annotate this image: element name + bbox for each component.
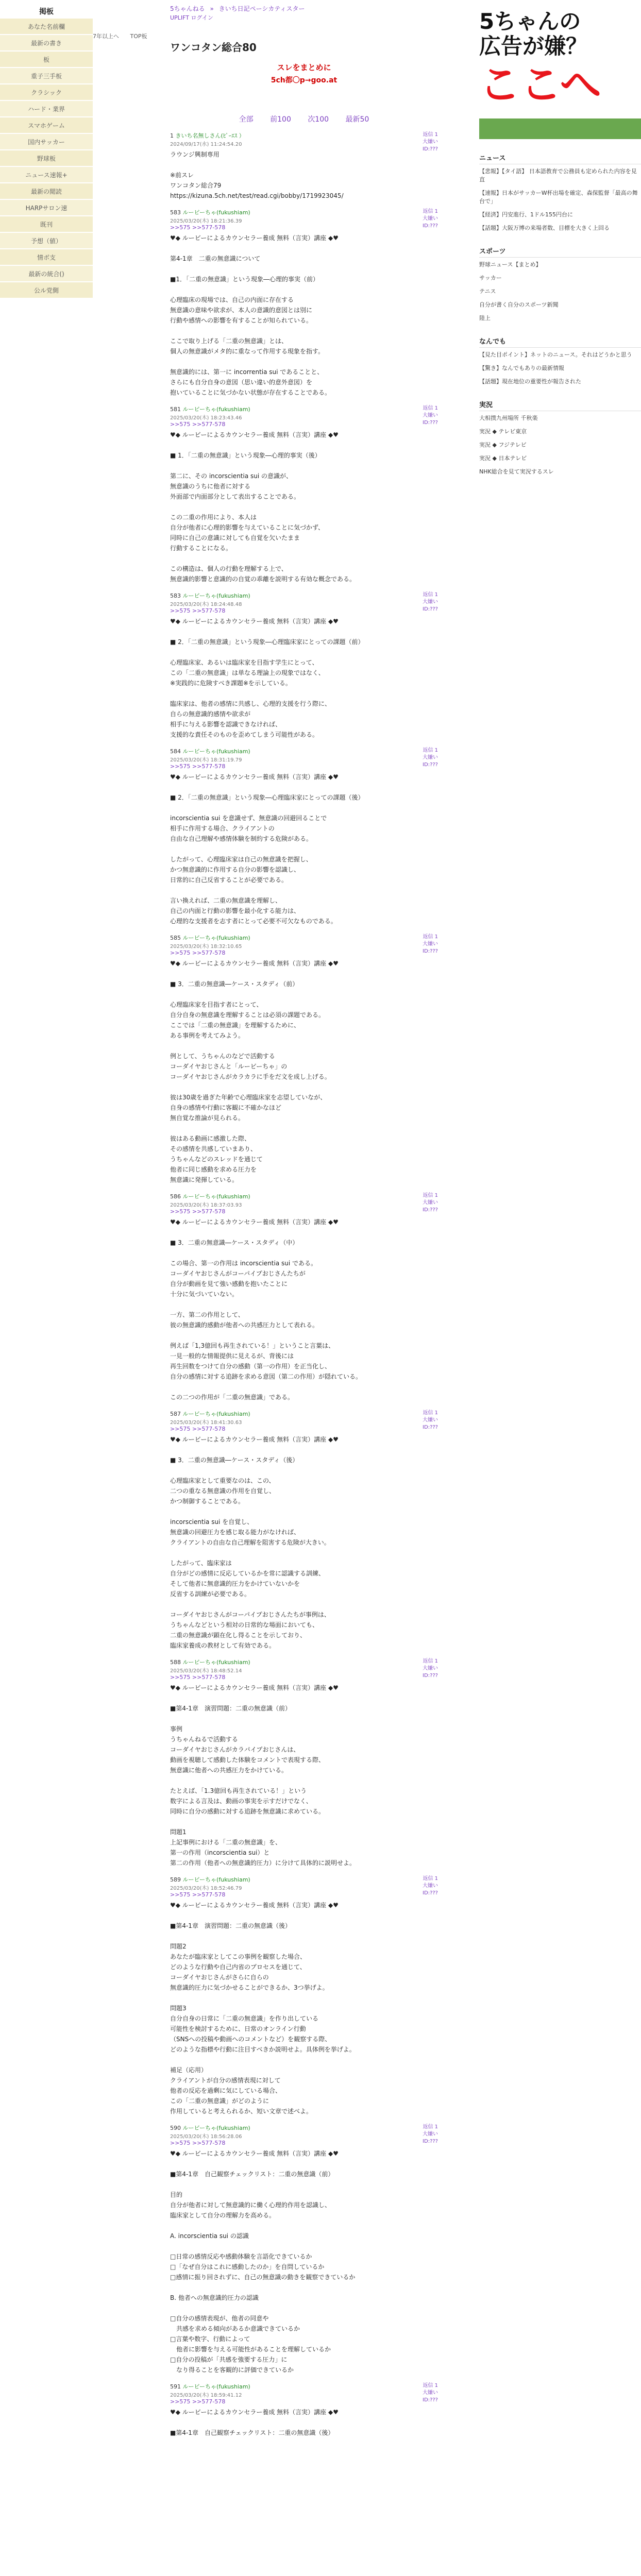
post-date: 2025/03/20(木) 18:23:43.46 [170, 415, 242, 421]
news-link[interactable]: 【速報】日本がサッカーW杯出場を確定、森保監督「最高の舞台で」 [479, 190, 638, 205]
post-reply-anchor[interactable]: >>575 >>577-578 [170, 1426, 226, 1432]
post-reply-anchor[interactable]: >>575 >>577-578 [170, 763, 226, 770]
sidebar-item[interactable]: HARPサロン速 [0, 200, 93, 216]
post-action[interactable]: ID:??? [423, 2397, 438, 2403]
news-link[interactable]: 【経済】円安進行、1ドル155円台に [479, 211, 573, 218]
board-link[interactable]: 7年以上へ [93, 33, 119, 40]
post-header [170, 1875, 438, 1884]
post-action[interactable]: 大嫌い [423, 1200, 438, 1206]
breadcrumb [170, 4, 438, 13]
right-section [479, 336, 641, 386]
section-title: スポーツ [479, 246, 641, 258]
post-body: ♥◆ ルービーによるカウンセラー養成 無料（言実）講座 ◆♥ ■ 2．「二重の無意識」という現象―心理臨床家にとっての課題（前） 心理臨床家、あるいは臨床家を目指す学生にとって、 この「二重の無意識」は単なる理論上の現象ではなく、 ※実践的に危険すべき課題※を示している。 臨床家は、他者の感情に共感し、心理的支援を行う際に、 自らの無意識的感情や欲求が 相手に与える影響を認識できなければ、 支援的な責任そのものを歪めてしまう可能性がある。 [170, 618, 364, 738]
post-date: 2025/03/20(木) 18:24:48.48 [170, 602, 242, 607]
sidebar-item[interactable]: 既刊 [0, 216, 93, 233]
news-link[interactable]: 野球ニュース【まとめ】 [479, 261, 542, 268]
post-number[interactable]: 588 [170, 1659, 181, 1666]
thread-main [170, 0, 438, 2438]
sidebar-item[interactable]: 重子三手板 [0, 68, 93, 84]
post-header [170, 591, 438, 600]
post-body: ラウンジ興制専用 ※前スレ ワンコタン総合79 https://kizuna.5ch.net/test/read.cgi/bobby/1719923045/ [170, 151, 344, 199]
post-header [170, 208, 438, 216]
post-action[interactable]: 大嫌い [423, 2390, 438, 2396]
post-number[interactable]: 583 [170, 592, 181, 599]
post-author[interactable]: ルービーちゃ(fukushiam) [182, 1659, 250, 1666]
post-action[interactable]: 大嫌い [423, 1417, 438, 1423]
post [170, 131, 438, 201]
post-header [170, 2124, 438, 2132]
sidebar-item[interactable]: ニュース速報+ [0, 167, 93, 183]
post-action[interactable]: ID:??? [423, 1673, 438, 1679]
post-header [170, 1410, 438, 1418]
news-link[interactable]: 大相撲九州場所 千秋楽 [479, 415, 538, 421]
news-link[interactable]: 自分が書く自分のスポーツ新聞 [479, 301, 559, 308]
sidebar-item[interactable]: スマホゲーム [0, 117, 93, 134]
post-body: ♥◆ ルービーによるカウンセラー養成 無料（言実）講座 ◆♥ ■第4-1章 自己観察チェックリスト：二重の無意識（前） 目的 自分が他者に対して無意識的に働く心理的作用を認識し、 臨床家として自分の理解力を高める。 A. incorscientia sui の認識 □日常の感情反応や感動体験を言語化できているか □「なぜ自分はこれに感動したのか」を自問しているか □感情に振り回されずに、自己の無意識の動きを観察できているか B. 他者への無意識的圧力の認識 □自分の感情表現が、他者の同意や 共感を求める傾向があるか意識できているか □言葉や数字、行動によって 他者に影響を与える可能性があることを理解しているか □自分の投稿が「共感を強要する圧力」に なり得ることを客観的に評価できているか [170, 2150, 356, 2374]
post-action[interactable]: 大嫌い [423, 755, 438, 760]
post-action[interactable]: 大嫌い [423, 216, 438, 222]
post-date: 2025/03/20(木) 18:21:36.39 [170, 218, 242, 224]
post-header [170, 2382, 438, 2391]
ad-line: ここへ [479, 61, 601, 109]
post-reply-anchor[interactable]: >>575 >>577-578 [170, 1674, 226, 1681]
post-header [170, 934, 438, 942]
paging-latest[interactable]: 最新50 [345, 115, 369, 124]
ad-grass-graphic [479, 118, 641, 139]
right-section [479, 152, 641, 232]
post-action[interactable]: 大嫌い [423, 941, 438, 947]
post-actions [423, 2382, 438, 2404]
post-action[interactable]: 大嫌い [423, 413, 438, 418]
post [170, 747, 438, 926]
news-link[interactable]: 陸上 [479, 315, 491, 321]
ad-line: 5ちゃんの [479, 9, 581, 34]
breadcrumb-sep: » [210, 5, 214, 12]
post-author[interactable]: きいち名無しさん(ﾋﾟｰｴｽ ） [175, 132, 245, 139]
post-number[interactable]: 583 [170, 209, 181, 216]
post [170, 208, 438, 398]
post-action[interactable]: ID:??? [423, 1890, 438, 1896]
post-action[interactable]: 返信 1 [423, 592, 438, 598]
post-reply-anchor[interactable]: >>575 >>577-578 [170, 224, 226, 231]
post-author[interactable]: ルービーちゃ(fukushiam) [182, 406, 250, 413]
news-link[interactable]: 実況 ◆ テレビ東京 [479, 428, 527, 435]
sidebar-item[interactable]: 情ボ支 [0, 249, 93, 266]
section-title: なんでも [479, 336, 641, 348]
post-header [170, 747, 438, 755]
post-reply-anchor[interactable]: >>575 >>577-578 [170, 421, 226, 428]
sidebar-item[interactable]: 野球板 [0, 150, 93, 167]
post-body: ♥◆ ルービーによるカウンセラー養成 無料（言実）講座 ◆♥ 第4-1章 二重の無意識について ■1．「二重の無意識」という現象―心理的事実（前） 心理臨床の現場では、自己の内面に存在する 無意識の意味や欲求が、本人の意識的意図とは別に 行動や感情への影響を有することが知られている。 ここで取り上げる「二重の無意識」とは、 個人の無意識がメタ的に重なって作用する現象を指す。 無意識的には、第一に incorrentia sui であることと、 さらにも自分自身の意図（思い違い的意外意図）を 抱いていることに気づかない状態が存在することである。 [170, 234, 339, 396]
sidebar-title: 掲板 [0, 5, 93, 19]
post-action[interactable]: 返信 1 [423, 2383, 438, 2388]
news-link[interactable]: 実況 ◆ 日本テレビ [479, 455, 527, 462]
sidebar-item[interactable]: あなた名前欄 [0, 19, 93, 35]
post-action[interactable]: 返信 1 [423, 1193, 438, 1198]
post-header [170, 1192, 438, 1200]
post-action[interactable]: 大嫌い [423, 1883, 438, 1889]
post-actions [423, 2124, 438, 2145]
news-link[interactable]: サッカー [479, 275, 502, 281]
post-action[interactable]: ID:??? [423, 420, 438, 426]
post-action[interactable]: 返信 1 [423, 934, 438, 940]
sidebar-item[interactable]: 予想（値） [0, 233, 93, 249]
post-number[interactable]: 585 [170, 935, 181, 941]
left-sidebar [0, 0, 93, 2576]
post-action[interactable]: ID:??? [423, 146, 438, 152]
post [170, 1410, 438, 1651]
sidebar-item[interactable]: 国内サッカー [0, 134, 93, 150]
post-action[interactable]: 大嫌い [423, 1666, 438, 1671]
post-author[interactable]: ルービーちゃ(fukushiam) [182, 209, 250, 216]
post-author[interactable]: ルービーちゃ(fukushiam) [182, 2125, 250, 2131]
post-body: ♥◆ ルービーによるカウンセラー養成 無料（言実）講座 ◆♥ ■ 3．二重の無意識―ケース・スタディ（中） この場合、第一の作用は incorscientia sui である。 コーダイヤおじさんがコーパイプおじさんたちが 自分が動画を見て強い感動を抱いたことに 十分に気づいていない。 一方、第二の作用として、 彼の無意識的感動が他者への共感圧力として表れる。 例えば「1,3億回も再生されている！」ということ言葉は、 一見一般的な情報提供に見えるが、背後には 再生回数をつけて自分の感動（第一の作用）を正当化し、 自分の感情に対する追跡を求める意図（第二の作用）が隠れている。 この二つの作用が「二重の無意識」である。 [170, 1218, 362, 1401]
promo-line: スレをまとめに [277, 63, 331, 72]
board-links [93, 32, 157, 40]
post-actions [423, 131, 438, 153]
page-title: ワンコタン総合80 [170, 41, 257, 54]
post-action[interactable]: ID:??? [423, 1207, 438, 1213]
post-action[interactable]: 大嫌い [423, 599, 438, 605]
post-body: ♥◆ ルービーによるカウンセラー養成 無料（言実）講座 ◆♥ ■ 3．二重の無意識―ケース・スタディ（前） 心理臨床家を目指す者にとって、 自分自身の無意識を理解することは必須の課題である。 ここでは「二重の無意識」を理解するために、 ある事例を考えてみよう。 例として、うちゃんのなどで活動する コーダイヤおじさんと「ルービーちゃ」の コーダイヤおじさんがカラカラに手をだ文を成し上げる。 彼は30歳を過ぎた年齢で心理臨床家を志望していなが、 自身の感情や行動に客観に不確かなほど 無自覚な推論が見られる。 彼はある動画に感激した際、 その感情を共感していまあり、 うちゃんなどのスレッドを通じて 他者に同じ感動を求める圧力を 無意識に発揮している。 [170, 960, 339, 1183]
post-action[interactable]: 大嫌い [423, 139, 438, 145]
post-body: ♥◆ ルービーによるカウンセラー養成 無料（言実）講座 ◆♥ ■ 3．二重の無意識―ケース・スタディ（後） 心理臨床家として重要なのは、この、 二つの重なる無意識の作用を自覚し、 かつ制御することである。 incorscientia sui を自覚し、 無意識の回避圧力を感じ取る能力がなければ、 クライアントの自由な自己理解を阻害する危険が大きい。 したがって、臨床家は 自分がどの感情に反応しているかを常に認識する訓練、 そして他者に無意識的圧力をかけていないかを 反省する訓練が必要である。 コーダイヤおじさんがコーパイプおじさんたちが事例は、 うちゃんなどという相対の日常的な場面においても、 二重の無意識が顕在化し得ることを示しており、 臨床家養成の教材として有効である。 [170, 1436, 339, 1649]
sidebar-item[interactable]: 最新の書き [0, 35, 93, 52]
post-action[interactable]: 返信 1 [423, 1658, 438, 1664]
news-link[interactable]: 【見た目ポイント】ネットのニュース。それはどうかと思う [479, 351, 632, 358]
sidebar-item[interactable]: 板 [0, 52, 93, 68]
post-action[interactable]: ID:??? [423, 606, 438, 612]
post [170, 591, 438, 740]
sidebar-menu [0, 19, 93, 299]
post-reply-anchor[interactable]: >>575 >>577-578 [170, 1891, 226, 1898]
post-action[interactable]: ID:??? [423, 948, 438, 954]
post [170, 405, 438, 584]
right-sections [479, 152, 641, 476]
post-reply-anchor[interactable]: >>575 >>577-578 [170, 2398, 226, 2405]
post-author[interactable]: ルービーちゃ(fukushiam) [182, 1876, 250, 1883]
post-header [170, 405, 438, 413]
post-date: 2025/03/20(木) 18:31:19.79 [170, 757, 242, 763]
ad-line: 広告が嫌？ [479, 33, 588, 59]
news-link[interactable]: 【驚き】なんでもありの最新情報 [479, 365, 564, 371]
post-action[interactable]: ID:??? [423, 1425, 438, 1430]
news-link[interactable]: 【話題】現在地位の重要性が報告された [479, 378, 581, 385]
post-body: ♥◆ ルービーによるカウンセラー養成 無料（言実）講座 ◆♥ ■ 1．「二重の無意識」という現象―心理的事実（後） 第二に、その incorscientia sui の意識が、 無意識のうちに他者に対する 外面部で内面部分として表出することである。 この二重の作用により、本人は 自分が他者に心理的影響を与えていることに気づかず、 同時に自己の意識に対しても自覚を欠いたまま 行動することになる。 この構造は、個人の行動を理解する上で、 無意識的影響と意識的の自覚の乖離を説明する有効な概念である。 [170, 431, 356, 583]
pagination [170, 114, 438, 124]
post-number[interactable]: 586 [170, 1193, 181, 1200]
post-author[interactable]: ルービーちゃ(fukushiam) [182, 1193, 250, 1200]
post-actions [423, 747, 438, 769]
post-actions [423, 208, 438, 230]
paging-prev[interactable]: 前100 [270, 115, 291, 124]
sidebar-item[interactable]: ハード・業界 [0, 101, 93, 117]
post-header [170, 131, 438, 140]
section-title: 実況 [479, 399, 641, 411]
post-author[interactable]: ルービーちゃ(fukushiam) [182, 2383, 250, 2390]
post-number[interactable]: 584 [170, 748, 181, 755]
post-actions [423, 1658, 438, 1680]
post-action[interactable]: 大嫌い [423, 2131, 438, 2137]
post-header [170, 1658, 438, 1666]
board-link[interactable]: TOP板 [130, 33, 147, 40]
news-link[interactable]: 【話題】大阪万博の来場者数、目標を大きく上回る [479, 225, 610, 231]
post [170, 1875, 438, 2116]
post-date: 2025/03/20(木) 18:32:10.65 [170, 944, 242, 950]
post-actions [423, 591, 438, 613]
post-author[interactable]: ルービーちゃ(fukushiam) [182, 748, 250, 755]
post-body: ♥◆ ルービーによるカウンセラー養成 無料（言実）講座 ◆♥ ■第4-1章 自己観察チェックリスト：二重の無意識（後） [170, 2409, 339, 2436]
paging-next[interactable]: 次100 [308, 115, 329, 124]
post-action[interactable]: ID:??? [423, 2139, 438, 2144]
post-reply-anchor[interactable]: >>575 >>577-578 [170, 1208, 226, 1215]
right-section [479, 246, 641, 323]
post-actions [423, 1192, 438, 1214]
post-actions [423, 1875, 438, 1897]
post-number[interactable]: 590 [170, 2125, 181, 2131]
post-date: 2025/03/20(木) 18:56:28.06 [170, 2134, 242, 2140]
post-body: ♥◆ ルービーによるカウンセラー養成 無料（言実）講座 ◆♥ ■第4-1章 演習問題：二重の無意識（前） 事例 うちゃんねるで活動する コーダイヤおじさんがカラパイプおじさんは、 動画を視聴して感動した体験をコメントで表現する際、 無意識に他者への共感圧力をかけている。 たとえば、「1.3億回も再生されている！」という 数字による言及は、動画の事実を示すだけでなく、 同時に自分の感動に対する追跡を無意識に求めている。 問題1 上記事例における「二重の無意識」を、 第一の作用（incorscientia sui）と 第二の作用（他者への無意識的圧力）に分けて具体的に説明せよ。 [170, 1684, 356, 1867]
post-body: ♥◆ ルービーによるカウンセラー養成 無料（言実）講座 ◆♥ ■第4-1章 演習問題：二重の無意識（後） 問題2 あなたが臨床家としてこの事例を観察した場合、 どのような行動や自己内省のプロセスを通じて、 コーダイヤおじさんがさらに自らの 無意識的圧力に気づかせることができるか、3つ挙げよ。 問題3 自分自身の日常に「二重の無意識」を作り出している 可能性を検討するために、日常のオンライン行動 （SNSへの投稿や動画へのコメントなど）を観察する際、 どのような指標や行動に注目すべきか説明せよ。具体例を挙げよ。 補足（応用） クライアントが自分の感情表現に対して 他者の反応を過剰に気にしている場合、 この「二重の無意識」がどのように 作用していると考えられるか、短い文章で述べよ。 [170, 1902, 356, 2115]
sidebar-item[interactable]: 最新の統合() [0, 266, 93, 282]
post-date: 2025/03/20(木) 18:48:52.14 [170, 1668, 242, 1674]
post-number[interactable]: 591 [170, 2383, 181, 2390]
sidebar-item[interactable]: 最新の閲読 [0, 183, 93, 200]
sidebar-item[interactable]: クラシック [0, 84, 93, 101]
breadcrumb-item[interactable]: 5ちゃんねる [170, 5, 205, 12]
post-body: ♥◆ ルービーによるカウンセラー養成 無料（言実）講座 ◆♥ ■ 2．「二重の無意識」という現象―心理臨床家にとっての課題（後） incorscientia sui を意識せず、無意識の回避回ることで 相手に作用する場合、クライアントの 自由な自己理解や感情体験を制約する危険がある。 したがって、心理臨床家は自己の無意識を把握し、 かつ無意識的に作用する自分の影響を認識し、 日常的に自己反省することが必要である。 言い換えれば、二重の無意識を理解し、 自己の内面と行動の影響を最小化する能力は、 心理的な支援者を志す者にとって必要不可欠なものである。 [170, 773, 364, 925]
ad-banner[interactable] [479, 0, 641, 139]
post [170, 2382, 438, 2438]
promo-line: 5ch都〇p→goo.at [271, 76, 338, 84]
post-action[interactable]: 返信 1 [423, 1876, 438, 1882]
breadcrumb-item[interactable]: きいち日記ペーシカティスター [218, 5, 305, 12]
post-reply-anchor[interactable]: >>575 >>577-578 [170, 2140, 226, 2146]
post-date: 2025/03/20(木) 18:59:41.12 [170, 2393, 242, 2398]
post-author[interactable]: ルービーちゃ(fukushiam) [182, 1411, 250, 1417]
news-link[interactable]: テニス [479, 288, 496, 295]
news-link[interactable]: 【悲報】【タイ語】 日本語教育で公務員も定められた内容を見直 [479, 168, 637, 183]
news-link[interactable]: 実況 ◆ フジテレビ [479, 442, 527, 448]
post-actions [423, 934, 438, 955]
post-list [170, 131, 438, 2438]
post-action[interactable]: ID:??? [423, 223, 438, 229]
post-date: 2025/03/20(木) 18:41:30.63 [170, 1420, 242, 1426]
paging-all[interactable]: 全部 [239, 115, 254, 124]
post-number[interactable]: 581 [170, 406, 181, 413]
right-section [479, 399, 641, 476]
login-link[interactable]: UPLIFT ログイン [170, 14, 213, 21]
post-author[interactable]: ルービーちゃ(fukushiam) [182, 592, 250, 599]
post-number[interactable]: 587 [170, 1411, 181, 1417]
post-actions [423, 1410, 438, 1431]
post-date: 2024/09/17(水) 11:24:54.20 [170, 142, 242, 147]
sidebar-item[interactable]: 公ル党側 [0, 282, 93, 299]
post [170, 934, 438, 1185]
post-author[interactable]: ルービーちゃ(fukushiam) [182, 935, 250, 941]
post [170, 2124, 438, 2375]
post-action[interactable]: 返信 1 [423, 209, 438, 214]
post [170, 1192, 438, 1402]
section-title: ニュース [479, 152, 641, 164]
post-number[interactable]: 1 [170, 132, 174, 139]
promo-banner[interactable] [237, 62, 371, 85]
right-column [479, 0, 641, 481]
news-link[interactable]: NHK総合を見て実況するスレ [479, 468, 554, 475]
post-reply-anchor[interactable]: >>575 >>577-578 [170, 607, 226, 614]
post-reply-anchor[interactable]: >>575 >>577-578 [170, 950, 226, 956]
post-action[interactable]: ID:??? [423, 762, 438, 768]
post-action[interactable]: 返信 1 [423, 1410, 438, 1416]
post-date: 2025/03/20(木) 18:37:03.93 [170, 1202, 242, 1208]
post-actions [423, 405, 438, 427]
post-number[interactable]: 589 [170, 1876, 181, 1883]
post-action[interactable]: 返信 1 [423, 748, 438, 753]
post-date: 2025/03/20(木) 18:52:46.79 [170, 1886, 242, 1891]
post-action[interactable]: 返信 1 [423, 132, 438, 138]
post-action[interactable]: 返信 1 [423, 405, 438, 411]
post-action[interactable]: 返信 1 [423, 2124, 438, 2130]
post [170, 1658, 438, 1868]
